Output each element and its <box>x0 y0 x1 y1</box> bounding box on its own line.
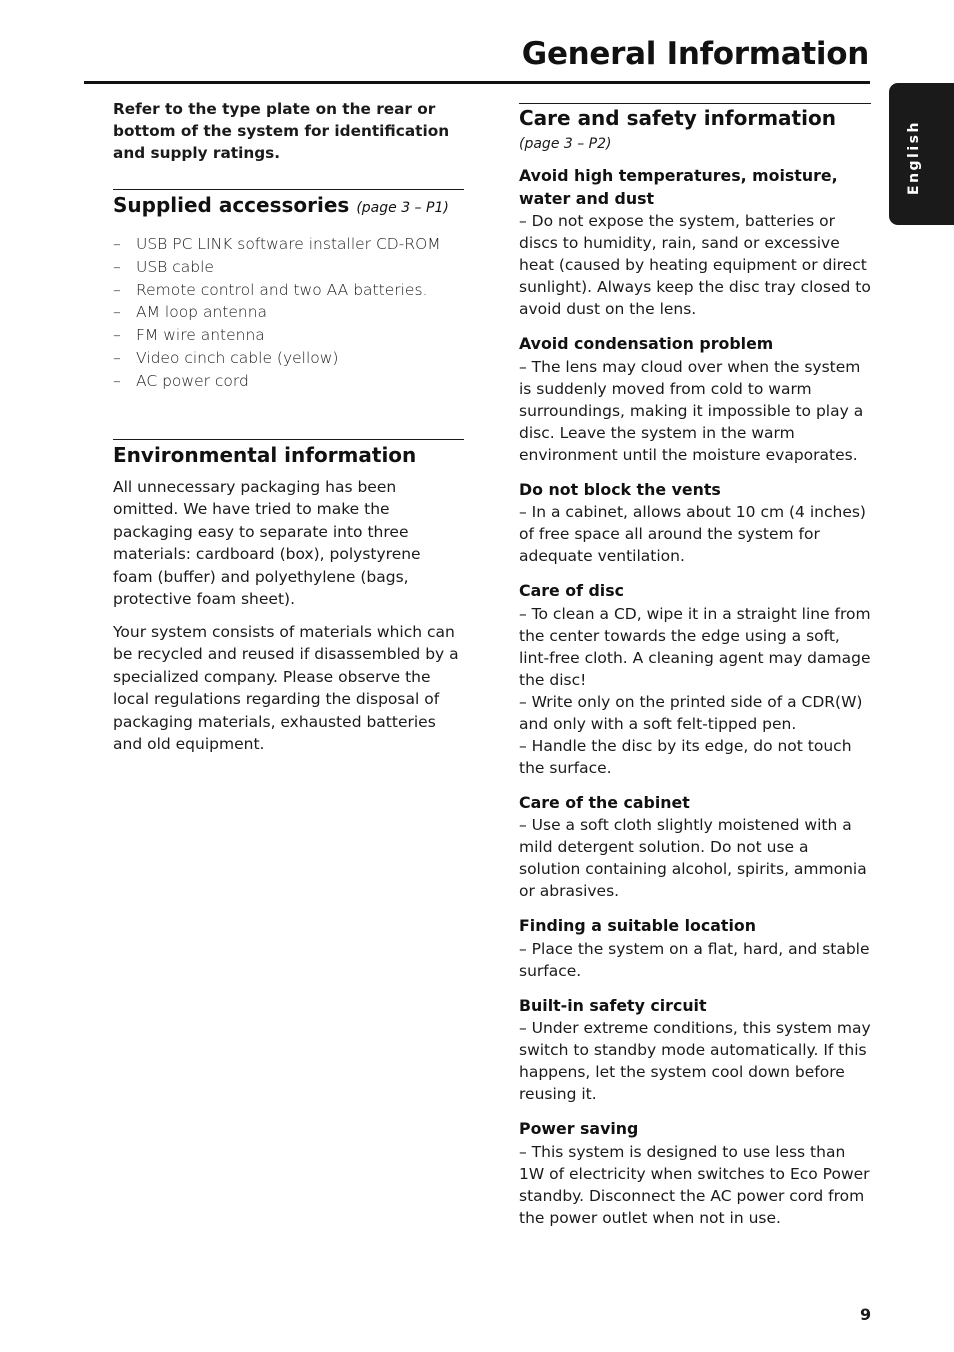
care-item-text: – Handle the disc by its edge, do not touch the surface. <box>519 736 852 777</box>
care-item <box>519 1118 871 1229</box>
accessories-list <box>113 233 464 393</box>
right-column <box>519 98 871 1229</box>
care-item <box>519 165 871 320</box>
section-rule <box>113 439 464 440</box>
care-item-title: Built-in safety circuit <box>519 995 707 1015</box>
care-item-text: – The lens may cloud over when the system is suddenly moved from cold to warm surroundings, making it impossible to play a disc. Leave the system in the warm environment until the moisture evaporates. <box>519 357 864 464</box>
intro-text: Refer to the type plate on the rear or bottom of the system for identification and supply ratings. <box>113 100 450 162</box>
accessories-heading <box>113 192 464 221</box>
care-item-title: Care of the cabinet <box>519 792 690 812</box>
care-item <box>519 580 871 779</box>
care-item-title: Do not block the vents <box>519 479 721 499</box>
care-item-title: Avoid condensation problem <box>519 334 774 353</box>
accessories-page-ref: (page 3 – P1) <box>356 200 449 216</box>
language-tab-label: English <box>906 120 922 196</box>
care-item <box>519 792 871 903</box>
environmental-paragraph: Your system consists of materials which can be recycled and reused if disassembled by a specialized company. Please observe the local regulations regarding the disposal of packaging materials, exhausted batteries and old equipment. <box>113 622 459 754</box>
environmental-paragraph: All unnecessary packaging has been omitted. We have tried to make the packaging easy to separate into three materials: cardboard (box), polystyrene foam (buffer) and polyethylene (bags, protective foam sheet). <box>113 477 421 609</box>
care-item-text: – In a cabinet, allows about 10 cm (4 inches) of free space all around the system for adequate ventilation. <box>519 503 866 565</box>
care-item-text: – To clean a CD, wipe it in a straight line from the center towards the edge using a soft, lint-free cloth. A cleaning agent may damage the disc! <box>519 604 871 689</box>
care-item-title: Avoid high temperatures, moisture, water and dust <box>519 166 838 208</box>
list-item: – AC power cord <box>113 371 249 390</box>
care-item-title: Care of disc <box>519 581 624 600</box>
left-column <box>113 98 464 756</box>
care-item-text: – This system is designed to use less than 1W of electricity when switches to Eco Power standby. Disconnect the AC power cord from the power outlet when not in use. <box>519 1142 870 1227</box>
list-item: – USB cable <box>113 257 214 276</box>
care-item-text: – Under extreme conditions, this system may switch to standby mode automatically. If this happens, let the system cool down before reusing it. <box>519 1019 871 1103</box>
page-number: 9 <box>860 1305 872 1324</box>
care-item <box>519 995 871 1106</box>
section-rule <box>519 103 871 104</box>
care-item <box>519 333 871 466</box>
section-rule <box>113 189 464 190</box>
care-item-title: Finding a suitable location <box>519 916 756 935</box>
care-safety-page-ref: (page 3 – P2) <box>519 136 612 152</box>
care-safety-heading: Care and safety information <box>519 106 836 130</box>
list-item: – AM loop antenna <box>113 303 268 322</box>
care-item-text: – Write only on the printed side of a CDR(W) and only with a soft felt-tipped pen. <box>519 692 863 733</box>
care-item-text: – Do not expose the system, batteries or discs to humidity, rain, sand or excessive heat (caused by heating equipment or direct sunlight). Always keep the disc tray closed to avoid dust on the lens. <box>519 212 871 318</box>
care-item <box>519 915 871 982</box>
title-rule <box>84 81 870 84</box>
language-tab <box>889 83 954 225</box>
environmental-heading: Environmental information <box>113 442 417 467</box>
care-sections <box>519 165 871 1229</box>
accessories-title: Supplied accessories <box>113 193 350 217</box>
care-item-title: Power saving <box>519 1119 639 1138</box>
list-item: – USB PC LINK software installer CD-ROM <box>113 235 441 253</box>
page-title: General Information <box>521 36 869 72</box>
list-item: – Video cinch cable (yellow) <box>113 348 339 367</box>
care-item <box>519 479 871 568</box>
list-item: – Remote control and two AA batteries. <box>113 280 428 299</box>
care-item-text: – Use a soft cloth slightly moistened with a mild detergent solution. Do not use a solution containing alcohol, spirits, ammonia or abrasives. <box>519 816 867 900</box>
list-item: – FM wire antenna <box>113 326 265 345</box>
care-item-text: – Place the system on a flat, hard, and stable surface. <box>519 939 870 980</box>
